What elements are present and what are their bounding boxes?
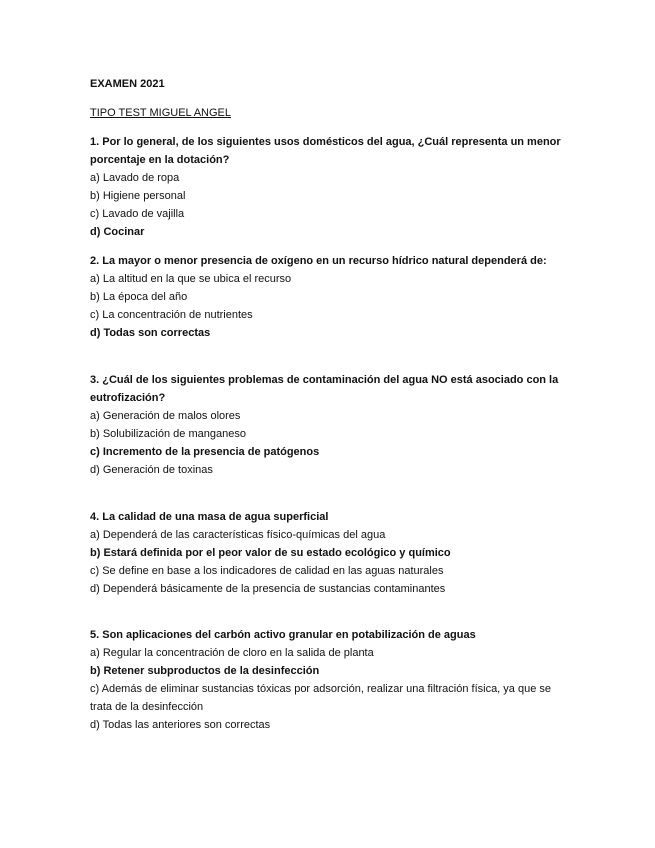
question-text: 4. La calidad de una masa de agua superficial <box>90 511 329 523</box>
option-a: a) Regular la concentración de cloro en la salida de planta <box>90 647 374 659</box>
option-b: b) Higiene personal <box>90 190 186 202</box>
exam-subtitle: TIPO TEST MIGUEL ANGEL <box>90 107 232 119</box>
option-a: a) La altitud en la que se ubica el recurso <box>90 273 292 285</box>
option-a: a) Generación de malos olores <box>90 410 241 422</box>
option-a: a) Lavado de ropa <box>90 172 180 184</box>
question-text: 3. ¿Cuál de los siguientes problemas de contaminación del agua NO está asociado con la eutrofización? <box>90 374 559 404</box>
option-c-correct: c) Incremento de la presencia de patógenos <box>90 446 320 458</box>
option-c: c) Además de eliminar sustancias tóxicas por adsorción, realizar una filtración física, ya que se trata de la desinfección <box>90 683 551 713</box>
option-b: b) Solubilización de manganeso <box>90 428 246 440</box>
exam-title: EXAMEN 2021 <box>90 78 165 90</box>
option-d-correct: d) Cocinar <box>90 226 145 238</box>
option-c: c) Lavado de vajilla <box>90 208 185 220</box>
option-c: c) La concentración de nutrientes <box>90 309 253 321</box>
question-text: 1. Por lo general, de los siguientes usos domésticos del agua, ¿Cuál representa un menor porcentaje en la dotación? <box>90 136 561 166</box>
question-text: 2. La mayor o menor presencia de oxígeno en un recurso hídrico natural dependerá de: <box>90 255 547 267</box>
question-4 <box>90 508 570 598</box>
option-b-correct: b) Estará definida por el peor valor de su estado ecológico y químico <box>90 547 451 559</box>
option-d: d) Generación de toxinas <box>90 464 213 476</box>
option-d: d) Dependerá básicamente de la presencia de sustancias contaminantes <box>90 583 446 595</box>
question-text: 5. Son aplicaciones del carbón activo granular en potabilización de aguas <box>90 629 476 641</box>
question-3 <box>90 371 570 479</box>
question-5 <box>90 626 570 734</box>
option-a: a) Dependerá de las características físico-químicas del agua <box>90 529 386 541</box>
option-b-correct: b) Retener subproductos de la desinfección <box>90 665 320 677</box>
question-2 <box>90 252 570 342</box>
option-c: c) Se define en base a los indicadores de calidad en las aguas naturales <box>90 565 444 577</box>
option-b: b) La época del año <box>90 291 188 303</box>
option-d: d) Todas las anteriores son correctas <box>90 719 271 731</box>
question-1 <box>90 133 570 241</box>
option-d-correct: d) Todas son correctas <box>90 327 211 339</box>
